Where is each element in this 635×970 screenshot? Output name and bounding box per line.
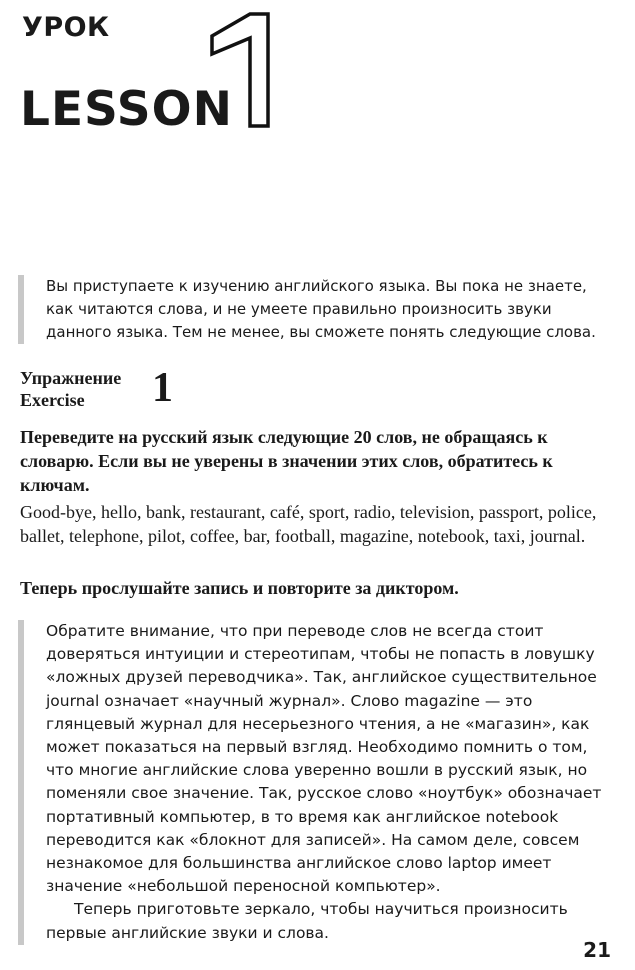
lesson-label-ru: УРОК (22, 12, 110, 43)
note-paragraph: Обратите внимание, что при переводе слов не всегда стоит доверяться интуиции и стереотипам, чтобы не попасть в ловушку «ложных друзей переводчика». Так, английское существительное journal означает «научный журнал». Слово magazine — это глянцевый журнал для несерьезного чтения, а не «магазин», как может показаться на первый взгляд. Необходимо помнить о том, что многие английские слова уверенно вошли в русский язык, но поменяли свое значение. Так, русское слово «ноутбук» обозначает портативный компьютер, в то время как английское notebook переводится как «блокнот для записей». На самом деле, совсем незнакомое для большинства английское слово laptop имеет значение «небольшой переносной компьютер». (46, 622, 602, 896)
listen-instruction: Теперь прослушайте запись и повторите за диктором. (20, 578, 459, 598)
exercise-label-en: Exercise (20, 390, 85, 410)
exercise-label-ru: Упражнение (20, 368, 122, 388)
exercise-label (20, 367, 121, 411)
lesson-label-en: LESSON (20, 82, 233, 137)
lesson-number-outline (198, 10, 288, 128)
exercise-task: Переведите на русский язык следующие 20 слов, не обращаясь к словарю. Если вы не уверены в значении этих слов, обратитесь к ключам. (20, 427, 553, 495)
note-paragraph: Теперь приготовьте зеркало, чтобы научиться произносить первые английские звуки и слова. (46, 900, 568, 942)
intro-note: Вы приступаете к изучению английского языка. Вы пока не знаете, как читаются слова, и не умеете правильно произносить звуки данного языка. Тем не менее, вы сможете понять следующие слова. (18, 275, 618, 344)
page-number: 21 (583, 938, 611, 962)
exercise-word-list: Good-bye, hello, bank, restaurant, café, sport, radio, television, passport, police, ballet, telephone, pilot, coffee, bar, football, magazine, notebook, taxi, journal. (20, 502, 597, 546)
false-friends-note (18, 620, 618, 945)
exercise-number: 1 (152, 365, 173, 411)
